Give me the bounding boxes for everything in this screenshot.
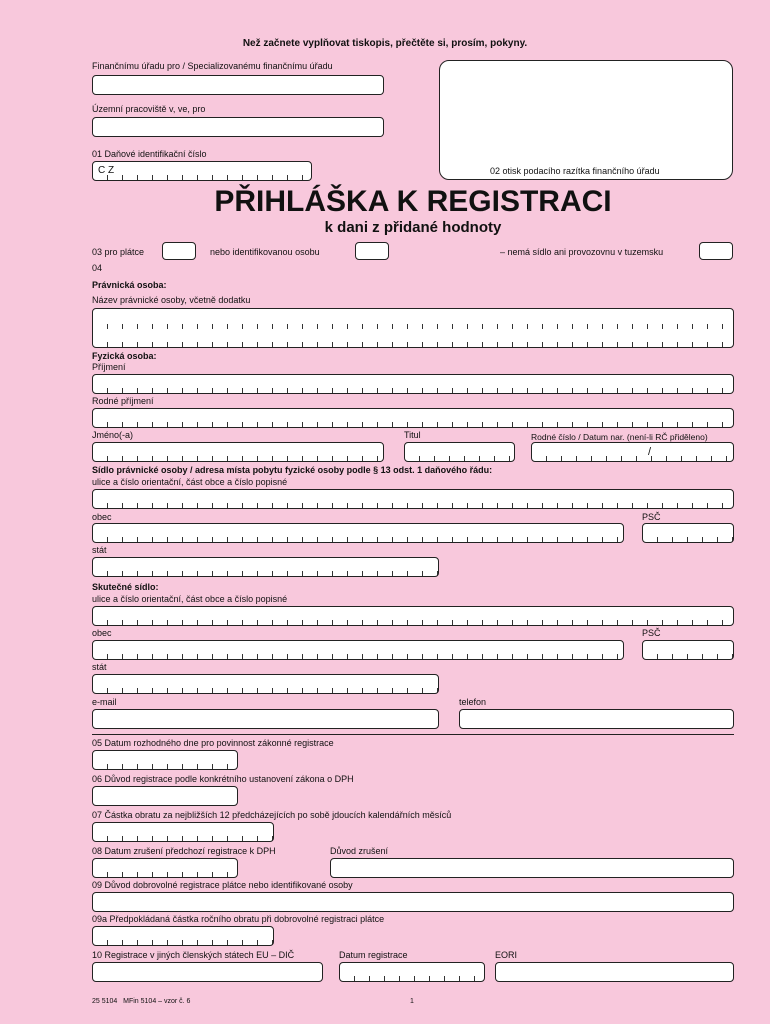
tax-office-label: Finančnímu úřadu pro / Specializovanému finančnímu úřadu [92,61,333,71]
city-label: obec [92,512,112,522]
natural-person-heading: Fyzická osoba: [92,351,157,361]
registration-date-field[interactable] [339,962,485,982]
actual-country-field[interactable] [92,674,439,694]
phone-label: telefon [459,697,487,707]
registration-reason-label: 06 Důvod registrace podle konkrétního ustanovení zákona o DPH [92,774,354,784]
tax-id-prefix: C Z [98,165,115,176]
email-field[interactable] [92,709,439,729]
expected-turnover-label: 09a Předpokládaná částka ročního obratu při dobrovolné registraci plátce [92,914,385,924]
identified-person-checkbox[interactable] [355,242,389,260]
surname-field[interactable] [92,374,734,394]
eu-vat-label: 10 Registrace v jiných členských státech EU – DIČ [92,950,295,960]
expected-turnover-field[interactable] [92,926,274,946]
page-number: 1 [410,998,414,1005]
first-name-field[interactable] [92,442,384,462]
page-title: PŘIHLÁŠKA K REGISTRACI [214,185,612,218]
city-field[interactable] [92,523,624,543]
legal-name-field[interactable] [92,308,734,348]
country-field[interactable] [92,557,439,577]
eori-label: EORI [495,950,518,960]
address-heading: Sídlo právnické osoby / adresa místa pobytu fyzické osoby podle § 13 odst. 1 daňového řádu: [92,465,493,475]
page-subtitle: k dani z přidané hodnoty [324,219,502,236]
stamp-area [439,60,733,180]
actual-seat-heading: Skutečné sídlo: [92,582,159,592]
actual-street-label: ulice a číslo orientační, část obce a číslo popisné [92,594,288,604]
actual-zip-label: PSČ [642,628,661,638]
birth-number-slash: / [648,446,652,458]
no-seat-label: – nemá sídlo ani provozovnu v tuzemsku [500,247,664,257]
street-field[interactable] [92,489,734,509]
email-label: e-mail [92,697,117,707]
zip-label: PSČ [642,512,661,522]
actual-city-label: obec [92,628,112,638]
country-label: stát [92,545,107,555]
zip-field[interactable] [642,523,734,543]
tax-id-field[interactable] [92,161,312,181]
instruction-note: Než začnete vyplňovat tiskopis, přečtěte si, prosím, pokyny. [242,38,528,49]
registration-reason-field[interactable] [92,786,238,806]
decisive-date-field[interactable] [92,750,238,770]
eori-field[interactable] [495,962,734,982]
cancellation-reason-field[interactable] [330,858,734,878]
street-label: ulice a číslo orientační, část obce a číslo popisné [92,477,288,487]
form-code: 25 5104 MFin 5104 – vzor č. 6 [92,998,191,1005]
cancellation-date-field[interactable] [92,858,238,878]
degree-field[interactable] [404,442,515,462]
turnover-field[interactable] [92,822,274,842]
territorial-office-label: Územní pracoviště v, ve, pro [92,104,206,114]
voluntary-reason-label: 09 Důvod dobrovolné registrace plátce nebo identifikované osoby [92,880,353,890]
birth-number-label: Rodné číslo / Datum nar. (není-li RČ přiděleno) [531,432,708,442]
actual-street-field[interactable] [92,606,734,626]
tax-office-field[interactable] [92,75,384,95]
title-label: Titul [404,430,421,440]
birth-number-field[interactable] [531,442,734,462]
eu-vat-field[interactable] [92,962,323,982]
first-name-label: Jméno(-a) [92,430,134,440]
turnover-label: 07 Částka obratu za nejbližších 12 předcházejících po sobě jdoucích kalendářních měsíců [92,810,452,820]
stamp-label: 02 otisk podacího razítka finančního úřadu [490,166,660,176]
cancellation-reason-label: Důvod zrušení [330,846,389,856]
section-04-number: 04 [92,263,103,273]
territorial-office-field[interactable] [92,117,384,137]
tax-id-label: 01 Daňové identifikační číslo [92,149,207,159]
actual-country-label: stát [92,662,107,672]
actual-city-field[interactable] [92,640,624,660]
actual-zip-field[interactable] [642,640,734,660]
no-seat-checkbox[interactable] [699,242,733,260]
legal-name-label: Název právnické osoby, včetně dodatku [92,295,251,305]
identified-person-label: nebo identifikovanou osobu [210,247,320,257]
phone-field[interactable] [459,709,734,729]
voluntary-reason-field[interactable] [92,892,734,912]
birth-surname-field[interactable] [92,408,734,428]
legal-person-heading: Právnická osoba: [92,280,167,290]
registration-date-label: Datum registrace [339,950,408,960]
surname-label: Příjmení [92,362,126,372]
cancellation-date-label: 08 Datum zrušení předchozí registrace k DPH [92,846,276,856]
payer-checkbox[interactable] [162,242,196,260]
birth-surname-label: Rodné příjmení [92,396,154,406]
payer-label: 03 pro plátce [92,247,145,257]
decisive-date-label: 05 Datum rozhodného dne pro povinnost zákonné registrace [92,738,334,748]
section-divider [92,734,734,735]
